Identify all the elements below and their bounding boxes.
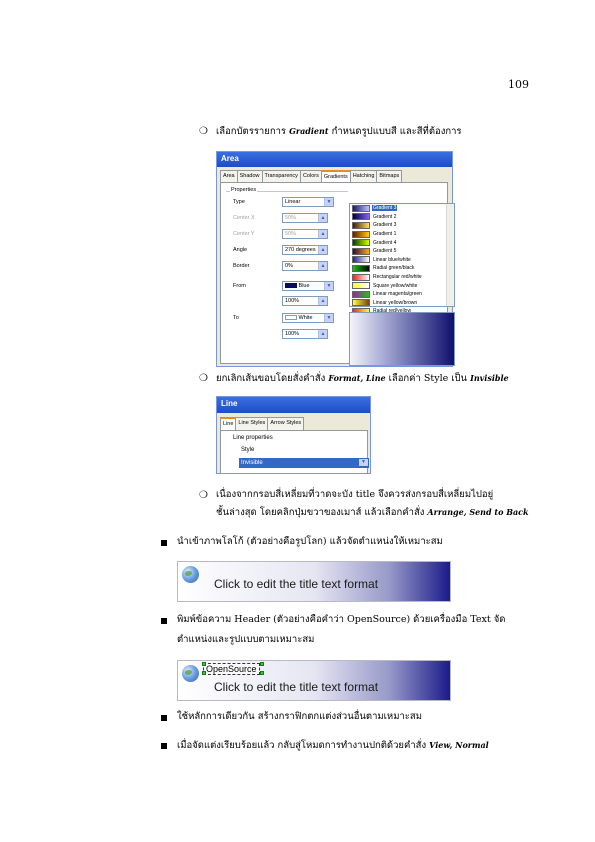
tab-colors[interactable]: Colors (300, 170, 322, 182)
color-swatch (285, 283, 297, 288)
gradient-list-item[interactable] (350, 213, 454, 222)
tab-hatching[interactable]: Hatching (350, 170, 378, 182)
type-select[interactable]: Linear ▼ (282, 197, 334, 207)
instruction-text: ตำแหน่งและรูปแบบตามเหมาะสม (177, 634, 315, 645)
group-label: Properties (231, 187, 257, 193)
gradient-name: Rectangular red/white (373, 274, 422, 281)
tab-area[interactable]: Area (220, 170, 238, 182)
to-intensity-spinner[interactable]: 100% ▲ (282, 329, 328, 339)
center-y-label: Center Y (233, 231, 255, 237)
line-panel (220, 430, 368, 474)
gradient-name: Gradient 3 (373, 222, 397, 229)
instruction-text: พิมพ์ข้อความ Header (ตัวอย่างคือคำว่า OpenSource) ด้วยเครื่องมือ Text จัด (177, 614, 506, 625)
color-swatch (285, 315, 297, 320)
gradient-swatch (352, 256, 370, 263)
tab-bar (220, 170, 401, 182)
gradient-swatch (352, 265, 370, 272)
chevron-down-icon: ▼ (324, 282, 333, 290)
gradients-panel (220, 182, 448, 364)
center-x-label: Center X (233, 215, 255, 221)
gradient-list-item[interactable] (350, 238, 454, 247)
dialog-title: Area (217, 152, 452, 167)
gradient-swatch (352, 213, 370, 220)
tab-line-styles[interactable]: Line Styles (235, 417, 268, 430)
tab-arrow-styles[interactable]: Arrow Styles (267, 417, 304, 430)
globe-icon (182, 566, 199, 583)
resize-handle[interactable] (260, 662, 264, 666)
group-label: Line properties (233, 435, 273, 441)
chevron-down-icon: ▼ (359, 459, 368, 466)
chevron-down-icon: ▼ (324, 314, 333, 322)
gradient-swatch (352, 205, 370, 212)
gradient-name: Gradient 1 (373, 231, 397, 238)
dialog-title: Line (217, 397, 370, 413)
to-label: To (233, 315, 239, 321)
gradient-list-item[interactable] (350, 247, 454, 256)
slide-title-banner (177, 561, 451, 602)
gradient-list-item[interactable] (350, 273, 454, 282)
gradient-list-item[interactable] (350, 299, 454, 308)
slide-title-placeholder: Click to edit the title text format (214, 577, 379, 591)
instruction-text: ชั้นล่างสุด โดยคลิกปุ่มขวาของเมาส์ แล้วเลือกคำสั่ง Arrange, Send to Back (216, 507, 529, 518)
gradient-swatch (352, 291, 370, 298)
gradient-list-item[interactable] (350, 230, 454, 239)
border-label: Border (233, 263, 250, 269)
type-label: Type (233, 199, 245, 205)
tab-gradients[interactable]: Gradients (321, 170, 351, 182)
spin-arrows-icon: ▲ (318, 246, 327, 254)
bullet-square-icon (161, 540, 167, 546)
style-label: Style (241, 447, 255, 453)
slide-title-placeholder: Click to edit the title text format (214, 680, 379, 694)
instruction-text: ใช้หลักการเดียวกัน สร้างกราฟิกตกแต่งส่วนอื่นตามเหมาะสม (177, 711, 422, 722)
area-dialog (216, 151, 453, 367)
gradient-swatch (352, 222, 370, 229)
tab-line[interactable]: Line (220, 417, 236, 430)
gradient-name: Gradient 2 (373, 213, 397, 220)
instruction-text: นำเข้าภาพโลโก้ (ตัวอย่างคือรูปโลก) แล้วจัดตำแหน่งให้เหมาะสม (177, 536, 443, 547)
line-dialog (216, 396, 371, 474)
gradient-name: Gradient 4 (373, 239, 397, 246)
gradient-preview (349, 312, 455, 366)
chevron-down-icon: ▼ (324, 198, 333, 206)
gradient-swatch (352, 239, 370, 246)
gradient-list-item[interactable] (350, 221, 454, 230)
gradient-list-item[interactable] (350, 290, 454, 299)
gradient-list-item[interactable] (350, 264, 454, 273)
bullet-square-icon (161, 743, 167, 749)
to-color-select[interactable]: White ▼ (282, 313, 334, 323)
gradient-name: Linear blue/white (373, 256, 411, 263)
spin-arrows-icon: ▲ (318, 214, 327, 222)
spin-arrows-icon: ▲ (318, 297, 327, 305)
scrollbar[interactable] (446, 204, 454, 306)
header-text[interactable]: OpenSource (203, 663, 260, 675)
gradient-list-item[interactable] (350, 256, 454, 265)
spin-arrows-icon: ▲ (318, 262, 327, 270)
spin-arrows-icon: ▲ (318, 330, 327, 338)
bullet-square-icon (161, 618, 167, 624)
resize-handle[interactable] (260, 671, 264, 675)
from-intensity-spinner[interactable]: 100% ▲ (282, 296, 328, 306)
resize-handle[interactable] (202, 662, 206, 666)
gradient-name: Linear magenta/green (373, 291, 422, 298)
center-x-spinner[interactable]: 50% ▲ (282, 213, 328, 223)
gradient-name: Gradient 5 (373, 248, 397, 255)
bullet-square-icon (161, 715, 167, 721)
instruction-text: เนื่องจากกรอบสี่เหลี่ยมที่วาดจะบัง title จึงควรส่งกรอบสี่เหลี่ยมไปอยู่ (216, 489, 494, 500)
tab-transparency[interactable]: Transparency (262, 170, 301, 182)
tab-bitmaps[interactable]: Bitmaps (376, 170, 402, 182)
angle-spinner[interactable]: 270 degrees ▲ (282, 245, 328, 255)
gradient-name: Gradient 3 (373, 205, 397, 212)
angle-label: Angle (233, 247, 248, 253)
from-color-select[interactable]: Blue ▼ (282, 281, 334, 291)
border-spinner[interactable]: 0% ▲ (282, 261, 328, 271)
gradient-swatch (352, 299, 370, 306)
tab-shadow[interactable]: Shadow (237, 170, 263, 182)
slide-title-banner (177, 660, 451, 701)
spin-arrows-icon: ▲ (318, 230, 327, 238)
instruction-text: เลือกบัตรรายการ Gradient กำหนดรูปแบบสี และสีที่ต้องการ (216, 126, 462, 137)
instruction-text: ยกเลิกเส้นขอบโดยสั่งคำสั่ง Format, Line เลือกค่า Style เป็น Invisible (216, 373, 509, 384)
instruction-text: เมื่อจัดแต่งเรียบร้อยแล้ว กลับสู่โหมดการทำงานปกติด้วยคำสั่ง View, Normal (177, 740, 489, 751)
resize-handle[interactable] (202, 671, 206, 675)
page-number: 109 (508, 78, 529, 91)
tab-bar (220, 417, 303, 430)
center-y-spinner[interactable]: 50% ▲ (282, 229, 328, 239)
bullet-circle-icon: ❍ (199, 373, 208, 384)
gradient-swatch (352, 282, 370, 289)
from-label: From (233, 283, 246, 289)
gradient-name: Radial green/black (373, 265, 415, 272)
gradient-swatch (352, 248, 370, 255)
bullet-circle-icon: ❍ (199, 126, 208, 137)
gradient-list-item[interactable] (350, 204, 454, 213)
gradient-list-item[interactable] (350, 281, 454, 290)
gradient-name: Linear yellow/brown (373, 299, 418, 306)
style-select[interactable]: Invisible ▼ (239, 458, 369, 468)
bullet-circle-icon: ❍ (199, 490, 208, 501)
gradient-name: Square yellow/white (373, 282, 418, 289)
gradient-swatch (352, 231, 370, 238)
globe-icon (182, 665, 199, 682)
gradient-list[interactable] (349, 203, 455, 307)
gradient-swatch (352, 274, 370, 281)
